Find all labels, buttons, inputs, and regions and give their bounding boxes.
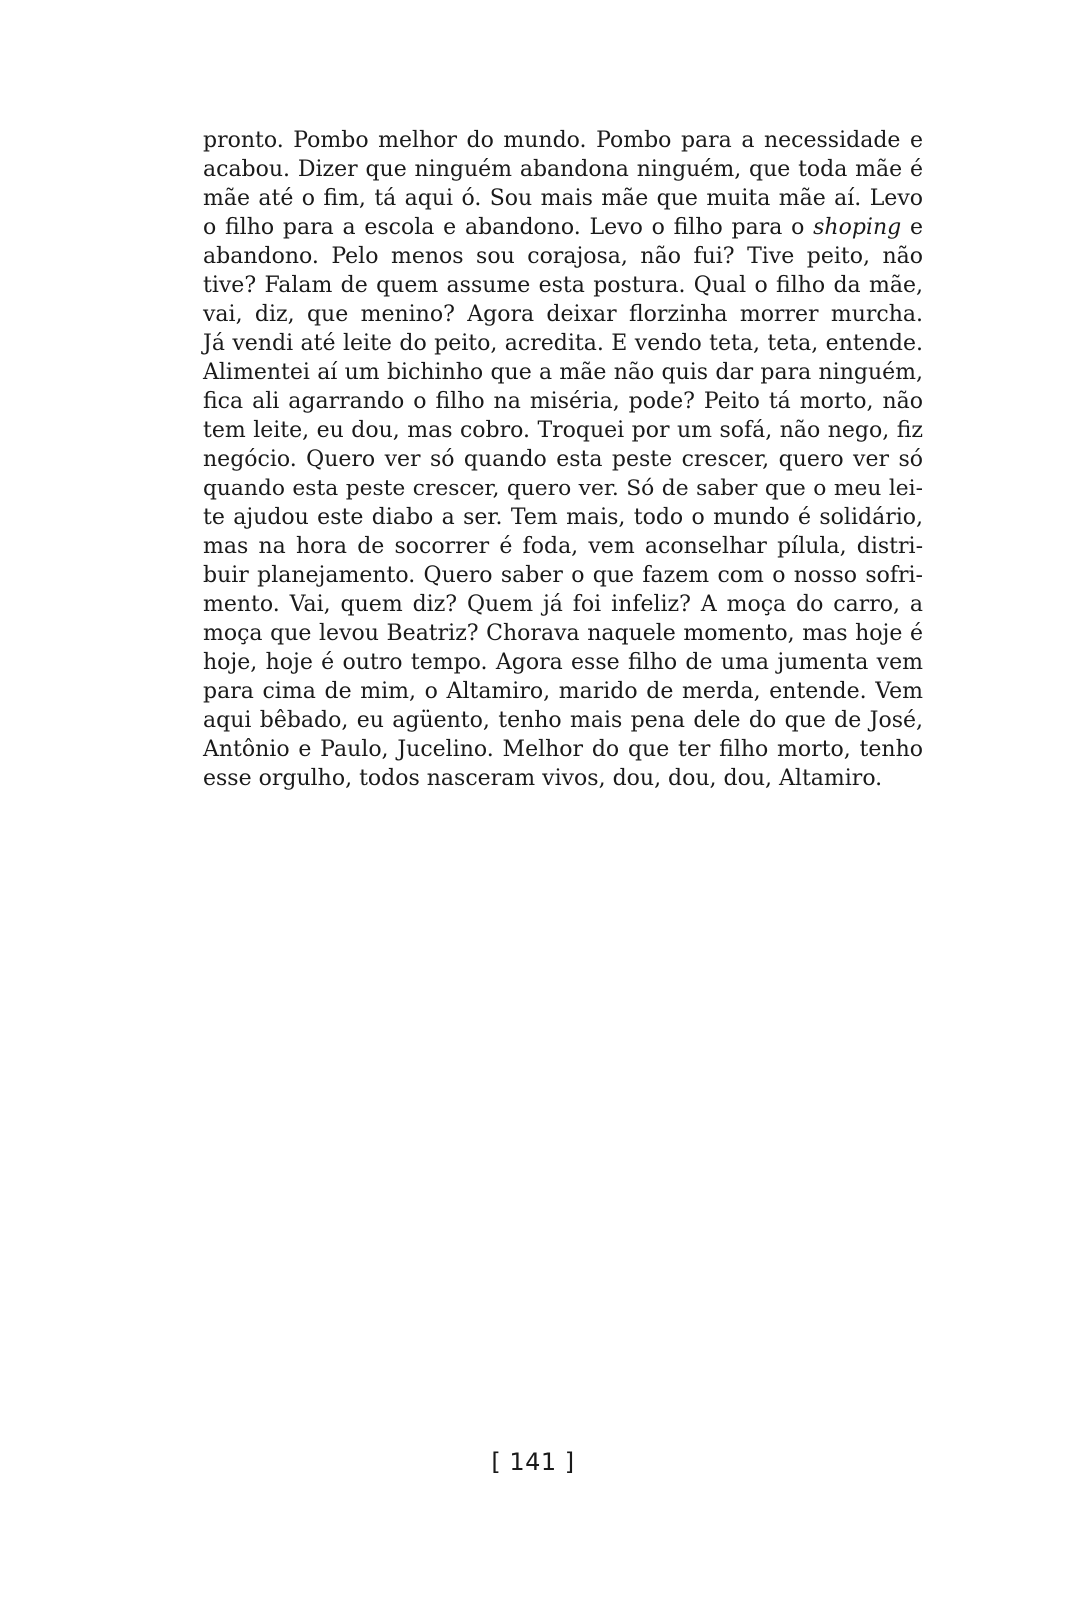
- text-line: acabou. Dizer que ninguém abandona ninguém, que toda mãe é: [203, 157, 923, 182]
- text-line: pronto. Pombo melhor do mundo. Pombo para a necessidade e: [203, 128, 923, 153]
- text-line: Já vendi até leite do peito, acredita. E vendo teta, teta, entende.: [203, 331, 923, 356]
- page-number: [ 141 ]: [491, 1448, 575, 1476]
- text-line: vai, diz, que menino? Agora deixar florzinha morrer murcha.: [203, 302, 923, 327]
- text-line: mas na hora de socorrer é foda, vem aconselhar pílula, distri-: [203, 534, 923, 559]
- text-line: buir planejamento. Quero saber o que fazem com o nosso sofri-: [203, 563, 923, 588]
- italic-word: shoping: [813, 215, 902, 240]
- body-text: [203, 126, 923, 793]
- text-line: tem leite, eu dou, mas cobro. Troquei por um sofá, não nego, fiz: [203, 418, 923, 443]
- text-line: Antônio e Paulo, Jucelino. Melhor do que ter filho morto, tenho: [203, 737, 923, 762]
- text-line: aqui bêbado, eu agüento, tenho mais pena dele do que de José,: [203, 708, 923, 733]
- text-line: hoje, hoje é outro tempo. Agora esse filho de uma jumenta vem: [203, 650, 923, 675]
- text-line: o filho para a escola e abandono. Levo o filho para o shoping e: [203, 215, 923, 240]
- text-line: negócio. Quero ver só quando esta peste crescer, quero ver só: [203, 447, 923, 472]
- text-line: abandono. Pelo menos sou corajosa, não fui? Tive peito, não: [203, 244, 923, 269]
- text-line: fica ali agarrando o filho na miséria, pode? Peito tá morto, não: [203, 389, 923, 414]
- text-line: tive? Falam de quem assume esta postura. Qual o filho da mãe,: [203, 273, 923, 298]
- text-line: esse orgulho, todos nasceram vivos, dou, dou, dou, Altamiro.: [203, 766, 883, 791]
- text-line: Alimentei aí um bichinho que a mãe não quis dar para ninguém,: [203, 360, 923, 385]
- text-line: para cima de mim, o Altamiro, marido de merda, entende. Vem: [203, 679, 923, 704]
- text-line: te ajudou este diabo a ser. Tem mais, todo o mundo é solidário,: [203, 505, 923, 530]
- text-line: quando esta peste crescer, quero ver. Só de saber que o meu lei-: [203, 476, 923, 501]
- text-line: mento. Vai, quem diz? Quem já foi infeliz? A moça do carro, a: [203, 592, 923, 617]
- text-line: mãe até o fim, tá aqui ó. Sou mais mãe que muita mãe aí. Levo: [203, 186, 923, 211]
- text-line: moça que levou Beatriz? Chorava naquele momento, mas hoje é: [203, 621, 923, 646]
